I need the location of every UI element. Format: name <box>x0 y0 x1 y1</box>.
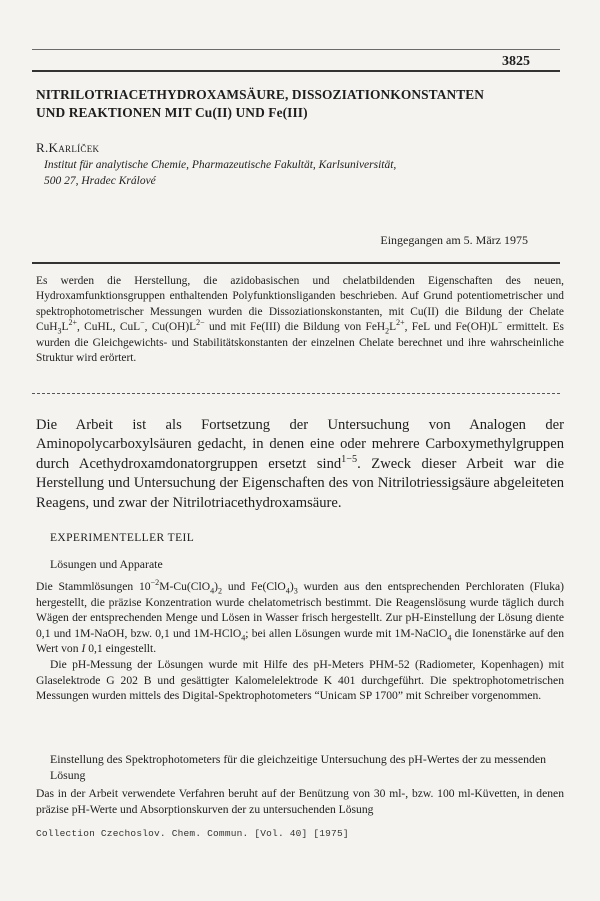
affiliation-line-2: 500 27, Hradec Králové <box>44 175 156 187</box>
methods-paragraph-1: Die Stammlösungen $10^{-2}M-Cu(ClO_4)_2$ und $Fe(ClO_4)_3$ wurden aus den entsprechenden Perchloraten (Fluka) hergestellt, die präzise Konzentration wurde chelatometrisch bestimmt. Die Reagenslösung wurde täglich durch Wägen der entsprechenden Menge und Lösen in Wasser frisch hergestellt. Zur pH-Einstellung der Lösung diente 0,1 und 1M-NaOH, bzw. 0,1 und 1M-HClO$_4$; bei allen Lösungen wurde mit 1M-NaClO$_4$ die Ionenstärke auf den Wert von I 0,1 eingestellt. <box>36 578 564 656</box>
abstract: Es werden die Herstellung, die azidobasischen und chelatbildenden Eigenschaften des neuen, Hydroxamfunktionsgruppen enthaltenden Polyfunktionsliganden beschrieben. Auf Grund potentiometrischer und spektrophotometrischer Messungen wurden die Dissoziationskonstanten, mit Cu(II) die Bildung der Chelate $CuH_3L^{2+}$, CuHL, CuL−, $Cu(OH)L^{2-}$ und mit Fe(III) die Bildung von $FeH_2L^{2+}$, FeL und Fe(OH)L− ermittelt. Es wurden die Gleichgewichts- und Stabilitätskonstanten der einzelnen Chelate berechnet und ihre wahrscheinliche Struktur wird erörtert. <box>36 275 564 365</box>
title-line-1: NITRILOTRIACETHYDROXAMSÄURE, DISSOZIATIONKONSTANTEN <box>36 87 485 102</box>
header-rule <box>32 49 560 50</box>
affiliation-line-1: Institut für analytische Chemie, Pharmazeutische Fakultät, Karlsuniversität, <box>44 159 397 171</box>
received-date: Eingegangen am 5. März 1975 <box>380 233 528 247</box>
setup-paragraph: Das in der Arbeit verwendete Verfahren beruht auf der Benützung von 30 ml-, bzw. 100 ml-Küvetten, in denen präzise pH-Werte und Absorptionskurven der zu untersuchenden Lösung <box>36 787 564 816</box>
title-cu: Cu(II) <box>195 105 233 120</box>
author <box>36 140 99 156</box>
page-number: 3825 <box>502 54 530 69</box>
author-surname: Karlíček <box>48 140 100 155</box>
title-line-2a: UND REAKTIONEN MIT <box>36 105 196 120</box>
section-heading: EXPERIMENTELLER TEIL <box>50 532 195 544</box>
subheading-solutions: Lösungen und Apparate <box>50 557 163 571</box>
abstract-rule-top <box>32 262 560 264</box>
methods-paragraph-2: Die pH-Messung der Lösungen wurde mit Hilfe des pH-Meters PHM-52 (Radiometer, Kopenhagen) mit Glaselektrode G 202 B und gesättigter Kalomelelektrode K 401 durchgeführt. Die spektrophotometrischen Messungen wurden mittels des Digital-Spektrophotometers “Unicam SP 1700” mit Schreiber vorgenommen. <box>36 657 564 703</box>
author-initial: R. <box>36 140 49 155</box>
title-line-2b: UND <box>232 105 269 120</box>
article-title <box>36 86 556 122</box>
header-rule-thick <box>32 70 560 72</box>
title-fe: Fe(III) <box>268 105 308 120</box>
journal-footer: Collection Czechoslov. Chem. Commun. [Vol. 40] [1975] <box>36 828 349 839</box>
methods-text <box>36 579 564 704</box>
affiliation <box>44 157 544 189</box>
abstract-rule-bottom <box>32 393 560 394</box>
subheading-spectrophotometer: Einstellung des Spektrophotometers für die gleichzeitige Untersuchung des pH-Wertes der zu messenden Lösung <box>50 752 547 782</box>
introduction-paragraph: Die Arbeit ist als Fortsetzung der Untersuchung von Analogen der Aminopolycarboxylsäuren gedacht, in denen eine oder mehrere Carboxymethylgruppen durch Acethydroxamdonatorgruppen ersetzt sind$^{1-5}$. Zweck dieser Arbeit war die Herstellung und Untersuchung der Eigenschaften des von Nitrilotriessigsäure abgeleiteten Reagens, und zwar der Nitrilotriacethydroxamsäure. <box>36 417 564 511</box>
reference-marker: 1−5 <box>341 453 358 465</box>
